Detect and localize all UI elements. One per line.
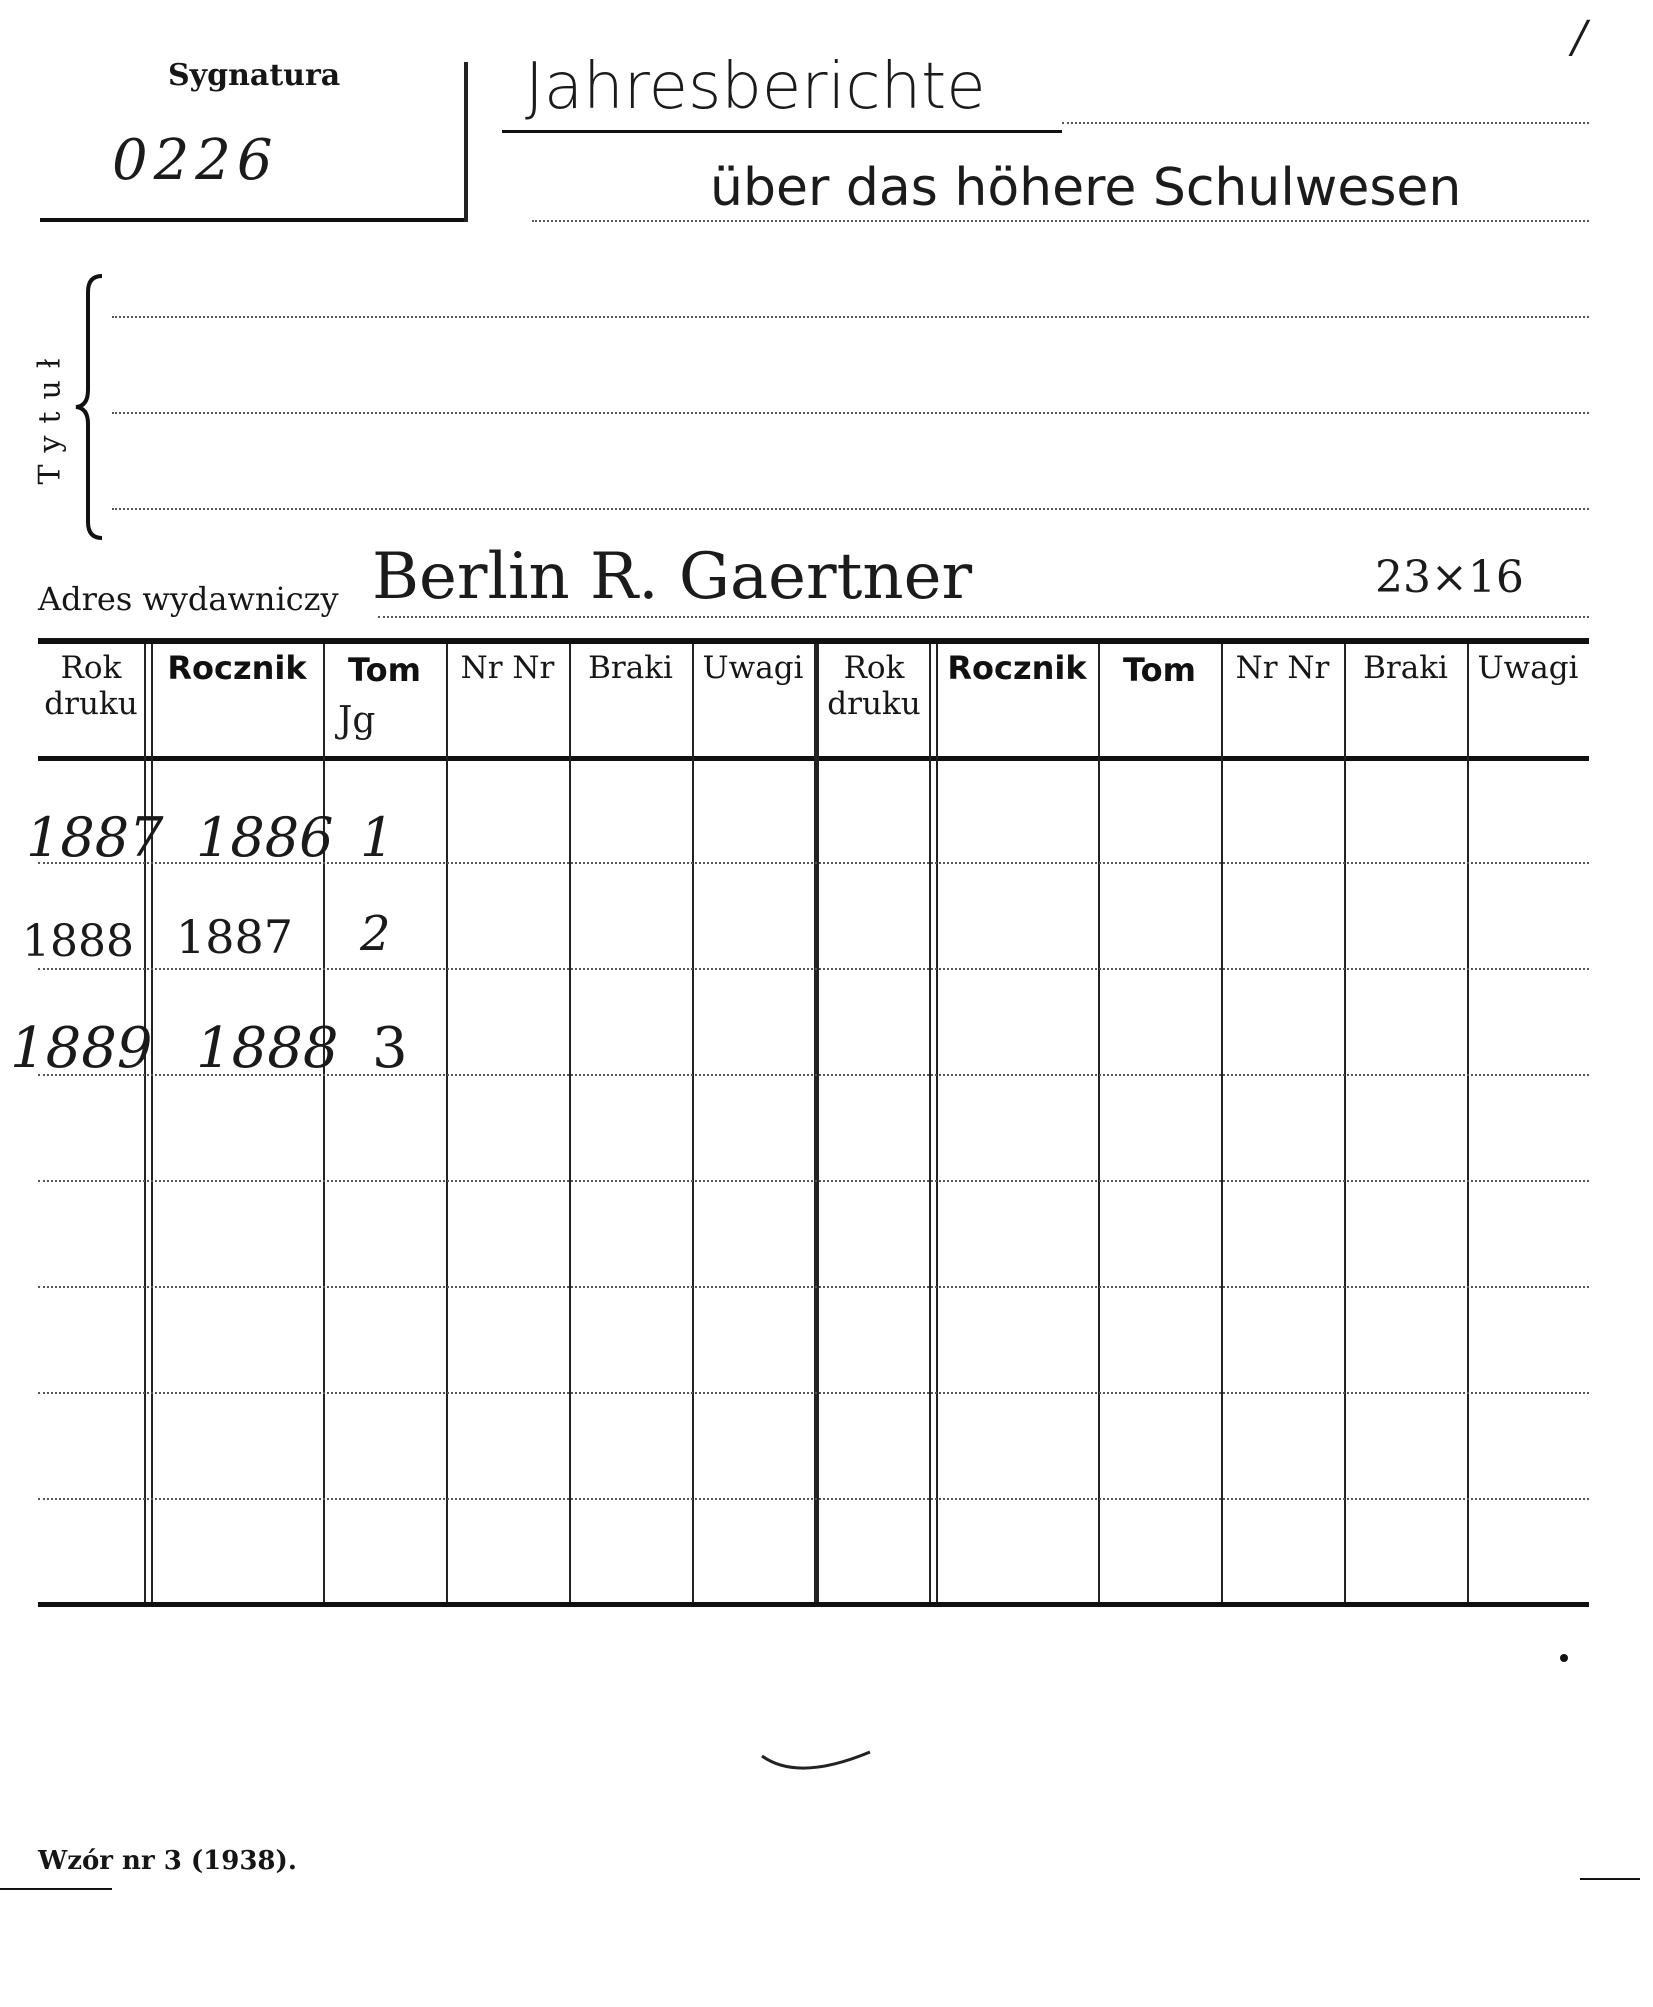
- col-line-4: [569, 644, 571, 1602]
- table-center-divider: [814, 644, 819, 1602]
- header-rocznik-right: Rocznik: [947, 649, 1087, 687]
- row-line-5: [38, 1286, 1589, 1288]
- header-braki-left: Braki: [588, 650, 673, 686]
- col-line-1b: [151, 644, 153, 1602]
- table-bottom-border: [38, 1602, 1589, 1607]
- header-tom-left: Tom: [348, 651, 421, 689]
- form-label: Wzór nr 3 (1938).: [38, 1846, 297, 1876]
- title-line-1: Jahresberichte: [525, 50, 986, 124]
- publisher-dotline: [378, 616, 1589, 618]
- title-label: Tytuł: [32, 346, 68, 485]
- header-rok-druku-right: Rok druku: [827, 650, 921, 722]
- header-nrnr-left: Nr Nr: [460, 650, 555, 686]
- title-dotline-1: [1062, 122, 1589, 124]
- publisher-value: Berlin R. Gaertner: [372, 540, 973, 614]
- footer-left-stroke: [0, 1888, 112, 1890]
- header-tom-right: Tom: [1123, 651, 1196, 689]
- table-row-3-rok: 1889: [10, 1016, 153, 1081]
- title-line-2: über das höhere Schulwesen: [710, 158, 1462, 218]
- publisher-format: 23×16: [1375, 552, 1524, 603]
- title-dotline-4: [112, 412, 1589, 414]
- publisher-label: Adres wydawniczy: [38, 580, 339, 618]
- signature-label: Sygnatura: [168, 58, 341, 93]
- pencil-mark: [758, 1748, 878, 1788]
- col-line-6a: [929, 644, 931, 1602]
- signature-underline: [40, 218, 466, 222]
- signature-divider: [464, 62, 468, 222]
- col-line-6b: [936, 644, 938, 1602]
- row-line-6: [38, 1392, 1589, 1394]
- table-row-2-rok: 1888: [22, 916, 134, 967]
- title-dotline-2: [532, 220, 1589, 222]
- table-row-2-tom: 2: [360, 906, 391, 962]
- col-line-3: [446, 644, 448, 1602]
- corner-mark: /: [1572, 12, 1587, 63]
- title-dotline-3: [112, 316, 1589, 318]
- header-tom-note: Jg: [338, 700, 376, 741]
- header-uwagi-left: Uwagi: [702, 650, 804, 686]
- col-line-10: [1467, 644, 1469, 1602]
- col-line-8: [1221, 644, 1223, 1602]
- col-line-5: [692, 644, 694, 1602]
- table-row-1-rocznik: 1886: [196, 806, 334, 869]
- signature-value: 0226: [112, 128, 279, 193]
- table-row-3-rocznik: 1888: [196, 1016, 339, 1081]
- header-braki-right: Braki: [1363, 650, 1448, 686]
- title-dotline-5: [112, 508, 1589, 510]
- header-rok-druku-left: Rok druku: [44, 650, 138, 722]
- ink-dot: [1560, 1654, 1568, 1662]
- table-row-3-tom: 3: [372, 1016, 408, 1081]
- col-line-7: [1098, 644, 1100, 1602]
- row-line-2: [38, 968, 1589, 970]
- footer-right-stroke: [1580, 1878, 1640, 1880]
- table-row-1-rok: 1887: [26, 806, 164, 869]
- row-line-7: [38, 1498, 1589, 1500]
- header-uwagi-right: Uwagi: [1477, 650, 1579, 686]
- row-line-4: [38, 1180, 1589, 1182]
- table-row-1-tom: 1: [360, 806, 395, 869]
- col-line-2: [323, 644, 325, 1602]
- title-brace: [72, 272, 112, 542]
- title-underline: [502, 130, 1062, 133]
- col-line-9: [1344, 644, 1346, 1602]
- col-line-1a: [144, 644, 146, 1602]
- table-row-2-rocznik: 1887: [176, 910, 294, 964]
- header-rocznik-left: Rocznik: [167, 649, 307, 687]
- header-nrnr-right: Nr Nr: [1235, 650, 1330, 686]
